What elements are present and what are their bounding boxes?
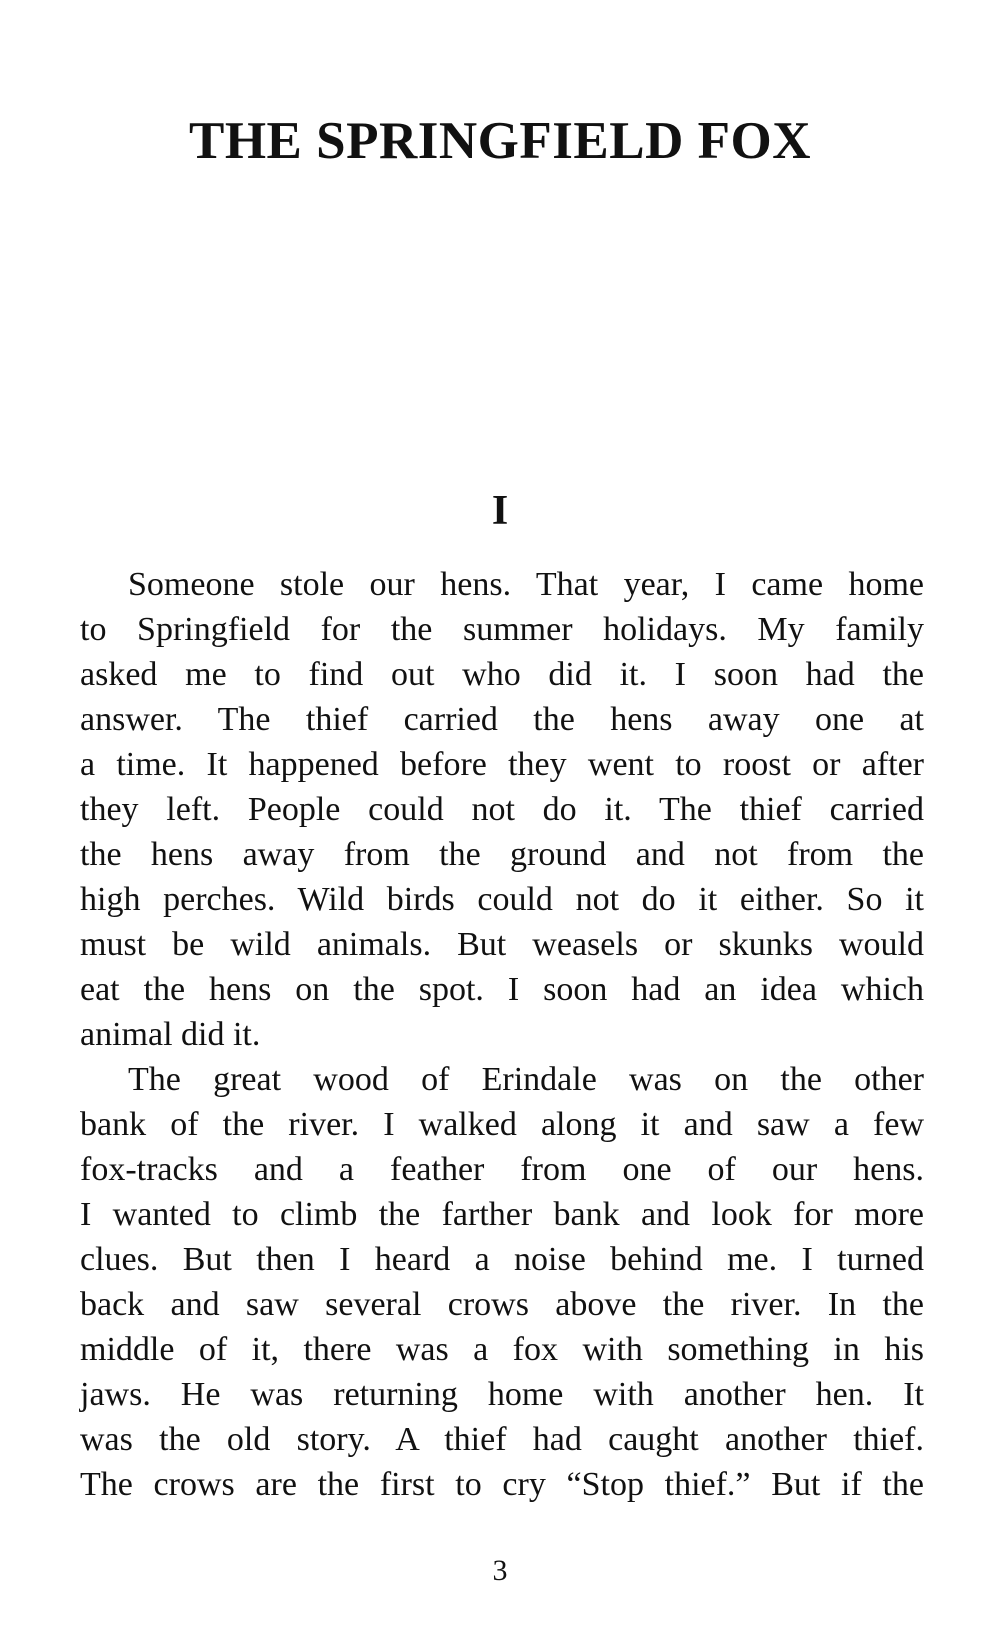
text-line: fox-tracks and a feather from one of our hens.	[80, 1151, 924, 1188]
text-line: Someone stole our hens. That year, I came home	[128, 566, 924, 603]
text-line: eat the hens on the spot. I soon had an idea which	[80, 971, 924, 1008]
text-line: was the old story. A thief had caught another thief.	[80, 1421, 924, 1458]
text-line: The great wood of Erindale was on the other	[128, 1061, 924, 1098]
text-line: must be wild animals. But weasels or skunks would	[80, 926, 924, 963]
story-title: THE SPRINGFIELD FOX	[188, 112, 812, 170]
page-number: 3	[492, 1554, 508, 1587]
text-line: I wanted to climb the farther bank and look for more	[80, 1196, 924, 1233]
text-line: high perches. Wild birds could not do it either. So it	[80, 881, 924, 918]
text-line: a time. It happened before they went to roost or after	[80, 746, 924, 783]
text-line: animal did it.	[80, 1016, 261, 1053]
body-text	[80, 562, 924, 1507]
text-line: middle of it, there was a fox with something in his	[80, 1331, 924, 1368]
text-line: The crows are the first to cry “Stop thief.” But if the	[80, 1466, 924, 1503]
text-line: bank of the river. I walked along it and saw a few	[80, 1106, 924, 1143]
text-line: to Springfield for the summer holidays. My family	[80, 611, 924, 648]
text-line: the hens away from the ground and not from the	[80, 836, 924, 873]
text-line: asked me to find out who did it. I soon had the	[80, 656, 924, 693]
text-line: clues. But then I heard a noise behind me. I turned	[80, 1241, 924, 1278]
text-line: they left. People could not do it. The thief carried	[80, 791, 924, 828]
chapter-heading: I	[491, 488, 509, 534]
text-line: back and saw several crows above the river. In the	[80, 1286, 924, 1323]
text-line: answer. The thief carried the hens away one at	[80, 701, 924, 738]
text-line: jaws. He was returning home with another hen. It	[80, 1376, 924, 1413]
